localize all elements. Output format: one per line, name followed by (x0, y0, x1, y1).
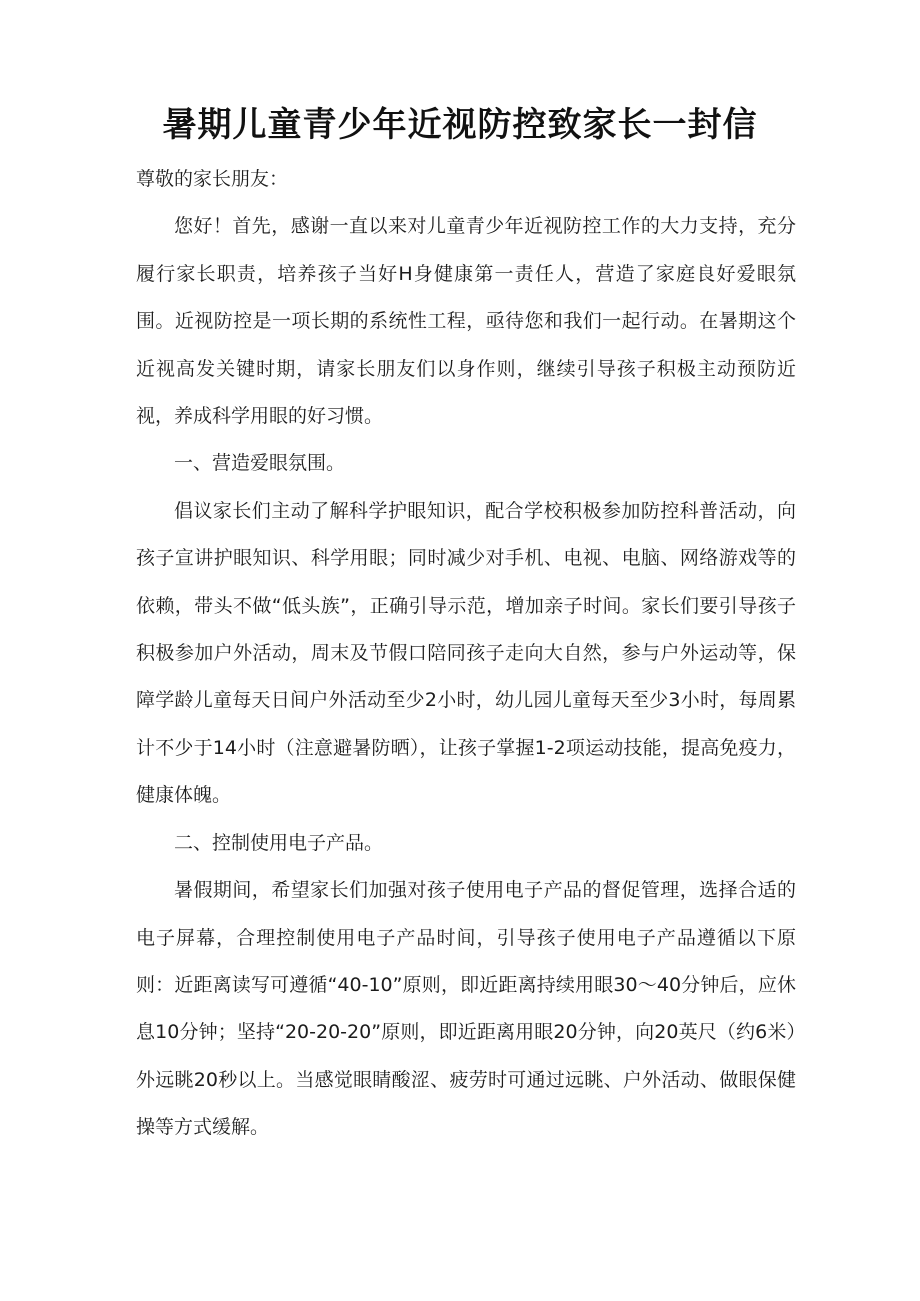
intro-paragraph: 您好！首先，感谢一直以来对儿童青少年近视防控工作的大力支持，充分履行家长职责，培养孩子当好H身健康第一责任人，营造了家庭良好爱眼氛围。近视防控是一项长期的系统性工程，亟待您和我们一起行动。在暑期这个近视高发关键时期，请家长朋友们以身作则，继续引导孩子积极主动预防近视，养成科学用眼的好习惯。 (136, 215, 796, 428)
salutation: 尊敬的家长朋友： (136, 168, 289, 190)
document-title: 暑期儿童青少年近视防控致家长一封信 (162, 105, 758, 145)
letter-body (136, 156, 796, 1152)
section-heading-1: 一、营造爱眼氛围。 (174, 452, 346, 475)
section-heading-2: 二、控制使用电子产品。 (174, 831, 384, 854)
section-1-paragraph: 倡议家长们主动了解科学护眼知识，配合学校积极参加防控科普活动，向孩子宣讲护眼知识、科学用眼；同时减少对手机、电视、电脑、网络游戏等的依赖，带头不做“低头族”，正确引导示范，增加亲子时间。家长们要引导孩子积极参加户外活动，周末及节假口陪同孩子走向大自然，参与户外运动等，保障学龄儿童每天日间户外活动至少2小时，幼儿园儿童每天至少3小时，每周累计不少于14小时（注意避暑防晒），让孩子掌握1-2项运动技能，提高免疫力，健康体魄。 (136, 499, 796, 807)
section-2-paragraph: 暑假期间，希望家长们加强对孩子使用电子产品的督促管理，选择合适的电子屏幕，合理控制使用电子产品时间，引导孩子使用电子产品遵循以下原则：近距离读写可遵循“40-10”原则，即近距离持续用眼30～40分钟后，应休息10分钟；坚持“20-20-20”原则，即近距离用眼20分钟，向20英尺（约6米）外远眺20秒以上。当感觉眼睛酸涩、疲劳时可通过远眺、户外活动、做眼保健操等方式缓解。 (136, 879, 796, 1139)
